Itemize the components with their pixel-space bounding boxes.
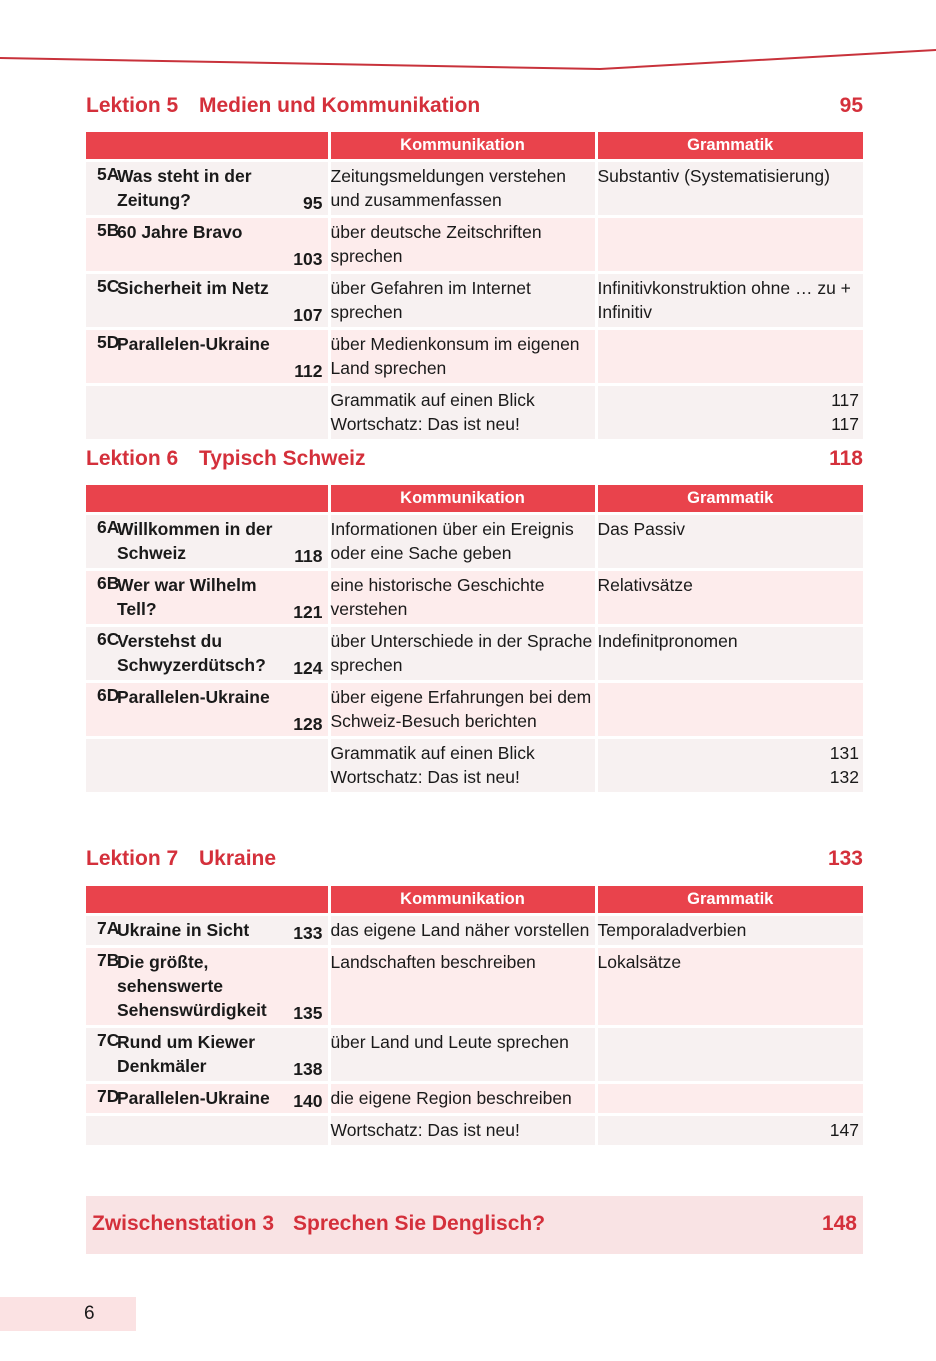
unit-code: 7B xyxy=(97,950,120,970)
unit-cell xyxy=(86,1027,329,1083)
unit-page: 133 xyxy=(293,923,323,943)
table-row xyxy=(86,514,863,570)
unit-code: 5A xyxy=(97,164,120,184)
grammatik-cell: Relativsätze xyxy=(596,570,863,626)
extra-page: 132 xyxy=(829,767,859,787)
extra-page: 147 xyxy=(829,1120,859,1140)
kommunikation-cell: die eigene Region beschreiben xyxy=(329,1083,596,1115)
extra-label: Grammatik auf einen Blick xyxy=(330,743,535,763)
unit-title: Rund um Kiewer Denkmäler xyxy=(117,1032,256,1076)
table-row xyxy=(86,1083,863,1115)
kommunikation-cell: das eigene Land näher vorstellen xyxy=(329,915,596,947)
kommunikation-cell: über Gefahren im Internet sprechen xyxy=(329,273,596,329)
unit-code: 5B xyxy=(97,220,120,240)
unit-code: 6D xyxy=(97,685,120,705)
header-empty-cell xyxy=(86,886,329,915)
extras-row xyxy=(86,738,863,793)
unit-cell xyxy=(86,329,329,385)
unit-cell xyxy=(86,161,329,217)
lektion-page: 118 xyxy=(829,447,863,470)
grammatik-cell xyxy=(596,217,863,273)
extras-page-cell xyxy=(596,385,863,440)
table-row xyxy=(86,217,863,273)
extras-row xyxy=(86,385,863,440)
header-grammatik: Grammatik xyxy=(596,886,863,915)
unit-cell xyxy=(86,570,329,626)
unit-cell xyxy=(86,514,329,570)
unit-page: 135 xyxy=(293,1003,323,1023)
lektion-number: Lektion 7 xyxy=(86,847,179,870)
unit-cell xyxy=(86,682,329,738)
extras-row xyxy=(86,1115,863,1146)
lektion-page: 133 xyxy=(827,847,863,870)
unit-code: 7C xyxy=(97,1030,120,1050)
unit-title: Verstehst du Schwyzerdütsch? xyxy=(117,631,266,675)
kommunikation-cell: Landschaften beschreiben xyxy=(329,947,596,1027)
extras-label-cell xyxy=(329,738,596,793)
table-row xyxy=(86,329,863,385)
extra-page: 131 xyxy=(829,743,859,763)
unit-page: 95 xyxy=(303,193,323,213)
extras-page-cell xyxy=(596,1115,863,1146)
unit-title: Sicherheit im Netz xyxy=(117,278,269,298)
kommunikation-cell: über eigene Erfahrungen bei dem Schweiz-Besuch berichten xyxy=(329,682,596,738)
unit-page: 121 xyxy=(293,602,323,622)
kommunikation-cell: über Land und Leute sprechen xyxy=(329,1027,596,1083)
unit-title: Parallelen-Ukraine xyxy=(117,334,270,354)
kommunikation-cell: über Medienkonsum im eigenen Land sprechen xyxy=(329,329,596,385)
extras-empty-cell xyxy=(86,385,329,440)
lektion-number: Lektion 6 xyxy=(86,447,179,470)
grammatik-cell: Das Passiv xyxy=(596,514,863,570)
header-grammatik: Grammatik xyxy=(596,132,863,161)
page-number-tab xyxy=(0,1297,136,1331)
grammatik-cell: Infinitivkonstruktion ohne … zu + Infinitiv xyxy=(596,273,863,329)
header-empty-cell xyxy=(86,132,329,161)
unit-title: Die größte, sehenswerte Sehenswürdigkeit xyxy=(117,952,267,1020)
lektion-title: Typisch Schweiz xyxy=(199,447,366,470)
unit-title: Parallelen-Ukraine xyxy=(117,1088,270,1108)
extra-label: Wortschatz: Das ist neu! xyxy=(330,414,520,434)
unit-page: 118 xyxy=(294,546,323,566)
lektion-5-header xyxy=(86,94,863,124)
page-number: 6 xyxy=(84,1303,95,1324)
unit-code: 5D xyxy=(97,332,120,352)
table-row xyxy=(86,161,863,217)
extras-empty-cell xyxy=(86,738,329,793)
unit-page: 138 xyxy=(293,1059,323,1079)
unit-page: 103 xyxy=(293,249,323,269)
header-empty-cell xyxy=(86,485,329,514)
unit-page: 128 xyxy=(293,714,323,734)
lektion-title: Medien und Kommunikation xyxy=(199,94,481,117)
unit-title: 60 Jahre Bravo xyxy=(117,222,243,242)
header-kommunikation: Kommunikation xyxy=(329,132,596,161)
unit-cell xyxy=(86,947,329,1027)
unit-cell xyxy=(86,915,329,947)
unit-cell xyxy=(86,1083,329,1115)
lektion-7-table xyxy=(86,886,863,1145)
unit-code: 6C xyxy=(97,629,120,649)
table-row xyxy=(86,570,863,626)
lektion-5-table xyxy=(86,132,863,439)
unit-title: Wer war Wilhelm Tell? xyxy=(117,575,257,619)
unit-code: 7A xyxy=(97,918,120,938)
extras-empty-cell xyxy=(86,1115,329,1146)
lektion-number: Lektion 5 xyxy=(86,94,179,117)
grammatik-cell xyxy=(596,1027,863,1083)
extra-page: 117 xyxy=(831,414,859,434)
kommunikation-cell: Zeitungsmeldungen verstehen und zusammenfassen xyxy=(329,161,596,217)
table-row xyxy=(86,915,863,947)
zwischenstation-page: 148 xyxy=(821,1212,857,1235)
grammatik-cell: Temporaladverbien xyxy=(596,915,863,947)
extra-label: Grammatik auf einen Blick xyxy=(330,390,535,410)
zwischenstation-title: Sprechen Sie Denglisch? xyxy=(293,1212,546,1235)
lektion-page: 95 xyxy=(839,94,863,117)
grammatik-cell: Indefinitpronomen xyxy=(596,626,863,682)
lektion-title: Ukraine xyxy=(199,847,277,870)
unit-cell xyxy=(86,626,329,682)
zwischenstation-bar xyxy=(86,1196,863,1254)
grammatik-cell xyxy=(596,1083,863,1115)
grammatik-cell: Lokalsätze xyxy=(596,947,863,1027)
unit-page: 140 xyxy=(293,1091,323,1111)
kommunikation-cell: Informationen über ein Ereignis oder eine Sache geben xyxy=(329,514,596,570)
table-row xyxy=(86,682,863,738)
extra-label: Wortschatz: Das ist neu! xyxy=(330,767,520,787)
header-kommunikation: Kommunikation xyxy=(329,485,596,514)
unit-page: 107 xyxy=(293,305,323,325)
lektion-6-header xyxy=(86,447,863,477)
table-row xyxy=(86,1027,863,1083)
kommunikation-cell: über Unterschiede in der Sprache sprechen xyxy=(329,626,596,682)
table-row xyxy=(86,273,863,329)
header-kommunikation: Kommunikation xyxy=(329,886,596,915)
unit-title: Ukraine in Sicht xyxy=(117,920,250,940)
table-row xyxy=(86,626,863,682)
grammatik-cell: Substantiv (Systematisierung) xyxy=(596,161,863,217)
unit-code: 7D xyxy=(97,1086,120,1106)
zwischenstation-number: Zwischenstation 3 xyxy=(92,1212,275,1235)
unit-title: Was steht in der Zeitung? xyxy=(117,166,252,210)
unit-cell xyxy=(86,273,329,329)
unit-title: Willkommen in der Schweiz xyxy=(117,519,273,563)
kommunikation-cell: über deutsche Zeitschriften sprechen xyxy=(329,217,596,273)
kommunikation-cell: eine historische Geschichte verstehen xyxy=(329,570,596,626)
extra-label: Wortschatz: Das ist neu! xyxy=(330,1120,520,1140)
unit-cell xyxy=(86,217,329,273)
top-decorative-rule xyxy=(0,48,936,76)
unit-code: 6B xyxy=(97,573,120,593)
unit-page: 124 xyxy=(293,658,323,678)
extra-page: 117 xyxy=(831,390,859,410)
table-row xyxy=(86,947,863,1027)
unit-title: Parallelen-Ukraine xyxy=(117,687,270,707)
lektion-6-table xyxy=(86,485,863,792)
extras-label-cell xyxy=(329,1115,596,1146)
unit-code: 5C xyxy=(97,276,120,296)
extras-label-cell xyxy=(329,385,596,440)
header-grammatik: Grammatik xyxy=(596,485,863,514)
extras-page-cell xyxy=(596,738,863,793)
grammatik-cell xyxy=(596,682,863,738)
lektion-7-header xyxy=(86,847,863,877)
grammatik-cell xyxy=(596,329,863,385)
unit-code: 6A xyxy=(97,517,120,537)
unit-page: 112 xyxy=(294,361,323,381)
